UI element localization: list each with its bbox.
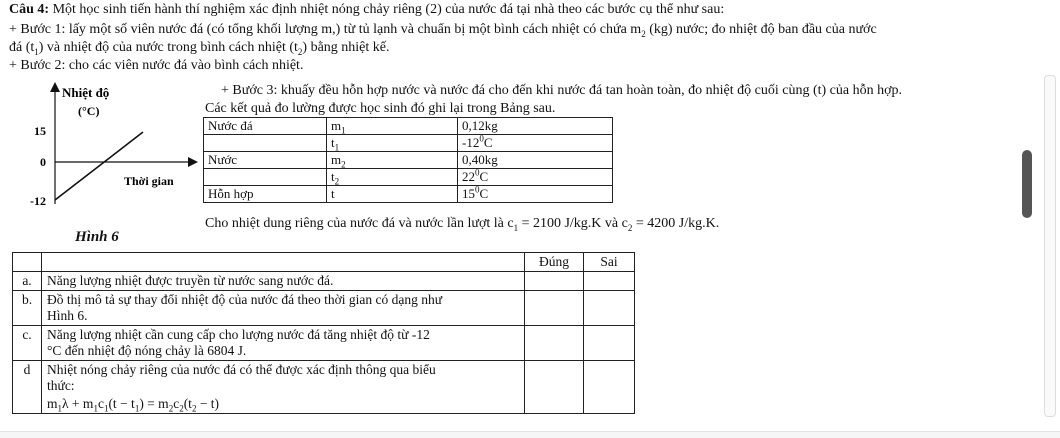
f-part: c bbox=[173, 396, 180, 411]
step-1b-b: ) và nhiệt độ của nước trong bình cách nhiệt (t bbox=[38, 40, 298, 55]
step-1b-a: đá (t bbox=[9, 40, 35, 55]
step-2: + Bước 2: cho các viên nước đá vào bình cách nhiệt. bbox=[9, 58, 304, 73]
cell-name bbox=[204, 135, 327, 152]
f-sub: 2 bbox=[168, 403, 174, 414]
table-row bbox=[204, 186, 613, 203]
question-intro bbox=[9, 2, 724, 18]
step-1b-c: ) bằng nhiệt kế. bbox=[302, 40, 390, 55]
table-row bbox=[13, 272, 635, 291]
value: 15 bbox=[462, 186, 475, 201]
f-part: (t − t bbox=[108, 396, 135, 411]
item-text-line-1: Nhiệt nóng chảy riêng của nước đá có thể được xác định thông qua biểu bbox=[47, 362, 436, 377]
step-1-line-2 bbox=[9, 40, 390, 56]
question-intro-text: Một học sinh tiến hành thí nghiệm xác định nhiệt nóng chảy riêng (2) của nước đá tại nhà theo các bước cụ thể như sau: bbox=[52, 2, 725, 17]
cell-value bbox=[458, 186, 613, 203]
true-false-table bbox=[12, 252, 635, 414]
item-text bbox=[42, 326, 525, 361]
figure-caption: Hình 6 bbox=[75, 229, 119, 245]
cell-value: 0,40kg bbox=[458, 152, 613, 169]
heat-capacity-text bbox=[205, 216, 719, 232]
y-axis-title: Nhiệt độ bbox=[62, 85, 110, 100]
heat-b: = 2100 J/kg.K và c bbox=[518, 216, 628, 231]
heat-c: = 4200 J/kg.K. bbox=[632, 216, 720, 231]
item-text-line-2: thức: bbox=[47, 378, 75, 393]
answer-false-cell[interactable] bbox=[584, 272, 635, 291]
f-sub: 1 bbox=[57, 403, 63, 414]
degree: 0 bbox=[475, 167, 480, 178]
step-1-text: + Bước 1: lấy một số viên nước đá (có tổng khối lượng m,) từ tủ lạnh và chuẩn bị một bình cách nhiệt có chứa m bbox=[9, 22, 642, 37]
symbol: t bbox=[331, 169, 335, 184]
answer-true-cell[interactable] bbox=[525, 272, 584, 291]
unit: C bbox=[479, 186, 489, 201]
answer-false-cell[interactable] bbox=[584, 326, 635, 361]
answer-true-cell[interactable] bbox=[525, 291, 584, 326]
item-text bbox=[42, 361, 525, 414]
table-row bbox=[204, 135, 613, 152]
temperature-time-graph bbox=[0, 78, 210, 248]
item-key: a. bbox=[13, 272, 42, 291]
cell-symbol bbox=[327, 186, 458, 203]
results-text: Các kết quả đo lường được học sinh đó ghi lại trong Bảng sau. bbox=[205, 101, 556, 116]
table-row bbox=[204, 118, 613, 135]
step-1-end: (kg) nước; đo nhiệt độ ban đầu của nước bbox=[645, 22, 877, 37]
item-key: d bbox=[13, 361, 42, 414]
item-text-line-1: Đồ thị mô tả sự thay đổi nhiệt độ của nước đá theo thời gian có dạng như bbox=[47, 292, 443, 307]
cell-value bbox=[458, 169, 613, 186]
value: -12 bbox=[462, 135, 480, 150]
f-part: λ + m bbox=[62, 396, 94, 411]
f-sub: 2 bbox=[179, 403, 184, 414]
f-sub: 2 bbox=[191, 403, 197, 414]
answer-true-cell[interactable] bbox=[525, 361, 584, 414]
degree: 0 bbox=[475, 184, 480, 195]
f-sub: 1 bbox=[103, 403, 109, 414]
cell-symbol bbox=[327, 169, 458, 186]
item-text: Năng lượng nhiệt được truyền từ nước sang nước đá. bbox=[42, 272, 525, 291]
cell-value: 0,12kg bbox=[458, 118, 613, 135]
answer-true-cell[interactable] bbox=[525, 326, 584, 361]
cell-name: Nước đá bbox=[204, 118, 327, 135]
symbol: t bbox=[331, 186, 335, 201]
f-sub: 1 bbox=[134, 403, 140, 414]
y-axis bbox=[50, 82, 60, 204]
tick-15: 15 bbox=[34, 124, 46, 138]
answer-false-cell[interactable] bbox=[584, 291, 635, 326]
symbol: m bbox=[331, 152, 342, 167]
x-axis bbox=[55, 157, 198, 167]
item-text-line-2: Hình 6. bbox=[47, 308, 88, 323]
step-1b-sub1: 1 bbox=[34, 46, 39, 57]
unit: C bbox=[479, 169, 489, 184]
item-key: c. bbox=[13, 326, 42, 361]
item-text bbox=[42, 291, 525, 326]
cell-name bbox=[204, 169, 327, 186]
cell-symbol bbox=[327, 118, 458, 135]
cell-symbol bbox=[327, 152, 458, 169]
symbol: m bbox=[331, 118, 342, 133]
value: 22 bbox=[462, 169, 475, 184]
table-header-row bbox=[13, 253, 635, 272]
symbol-sub: 2 bbox=[334, 176, 340, 187]
graph-line bbox=[55, 132, 143, 200]
step-1b-sub2: 2 bbox=[297, 46, 303, 57]
f-part: ) = m bbox=[139, 396, 169, 411]
tick-0: 0 bbox=[40, 155, 46, 169]
measurement-table bbox=[203, 117, 613, 203]
cell-name: Nước bbox=[204, 152, 327, 169]
cell-value bbox=[458, 135, 613, 152]
symbol-sub: 1 bbox=[334, 142, 340, 153]
scrollbar-track[interactable] bbox=[1044, 75, 1056, 417]
cell-name: Hỗn hợp bbox=[204, 186, 327, 203]
header-true: Đúng bbox=[525, 253, 584, 272]
header-false: Sai bbox=[584, 253, 635, 272]
heat-sub2: 2 bbox=[627, 222, 633, 233]
heat-sub1: 1 bbox=[513, 222, 519, 233]
x-axis-arrow-icon bbox=[188, 157, 198, 167]
f-part: c bbox=[97, 396, 104, 411]
degree: 0 bbox=[479, 133, 484, 144]
table-row bbox=[13, 291, 635, 326]
table-row bbox=[13, 361, 635, 414]
table-row bbox=[204, 169, 613, 186]
header-empty bbox=[42, 253, 525, 272]
f-sub: 1 bbox=[93, 403, 98, 414]
item-text-line-1: Năng lượng nhiệt cần cung cấp cho lượng nước đá tăng nhiệt độ từ -12 bbox=[47, 327, 430, 342]
question-label: Câu 4: bbox=[9, 2, 50, 17]
heat-a: Cho nhiệt dung riêng của nước đá và nước lần lượt là c bbox=[205, 216, 514, 231]
y-axis-arrow-icon bbox=[50, 82, 60, 92]
tick-minus-12: -12 bbox=[30, 194, 46, 208]
symbol: t bbox=[331, 135, 335, 150]
x-axis-title: Thời gian bbox=[124, 174, 174, 188]
symbol-sub: 2 bbox=[341, 159, 346, 170]
table-row bbox=[204, 152, 613, 169]
table-row bbox=[13, 326, 635, 361]
step-1-line-1 bbox=[9, 22, 877, 38]
step-3: + Bước 3: khuấy đều hỗn hợp nước và nước đá cho đến khi nước đá tan hoàn toàn, đo nhiệt độ cuối cùng (t) của hỗn hợp. bbox=[221, 83, 903, 98]
answer-false-cell[interactable] bbox=[584, 361, 635, 414]
cell-symbol bbox=[327, 135, 458, 152]
scrollbar-thumb[interactable] bbox=[1022, 150, 1032, 218]
symbol-sub: 1 bbox=[341, 125, 346, 136]
f-part: − t) bbox=[196, 396, 220, 411]
y-axis-unit: (°C) bbox=[78, 104, 100, 118]
header-empty bbox=[13, 253, 42, 272]
step-1-sub: 2 bbox=[641, 28, 646, 39]
unit: C bbox=[483, 135, 493, 150]
item-key: b. bbox=[13, 291, 42, 326]
item-text-line-2: °C đến nhiệt độ nóng chảy là 6804 J. bbox=[47, 343, 247, 358]
f-part: (t bbox=[183, 396, 192, 411]
formula bbox=[47, 394, 519, 412]
f-part: m bbox=[47, 396, 58, 411]
